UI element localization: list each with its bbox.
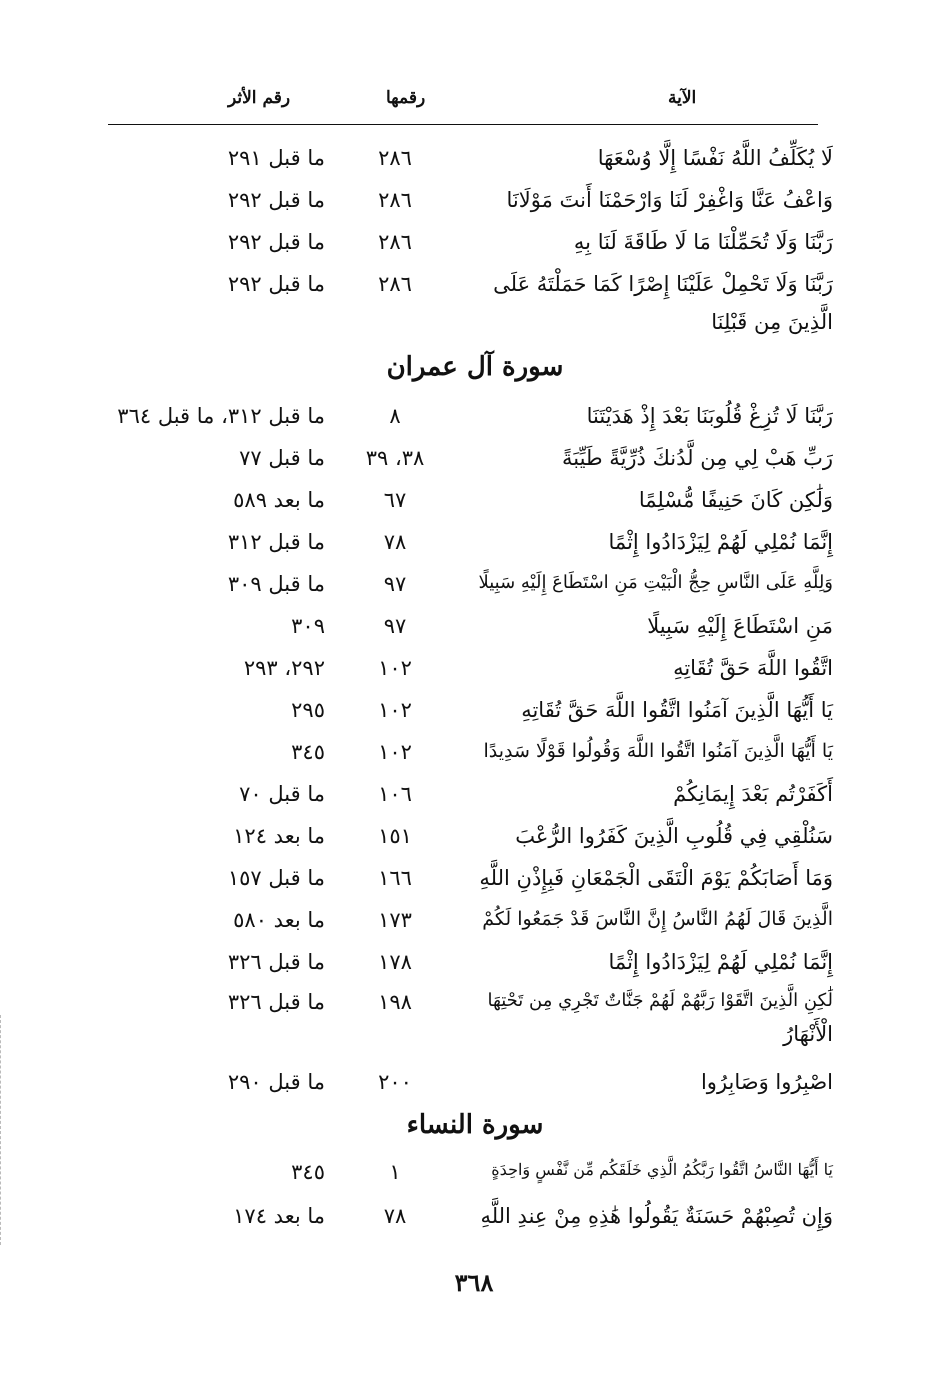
- index-row: [0, 224, 948, 264]
- athar-ref: ما قبل ٧٧: [239, 446, 325, 470]
- index-row: [0, 984, 948, 1024]
- athar-ref: ما قبل ٣٠٩: [227, 572, 325, 596]
- athar-ref: ما قبل ٢٩٢: [227, 188, 325, 212]
- index-row: [0, 650, 948, 690]
- verse-text: أَكَفَرْتُم بَعْدَ إِيمَانِكُمْ: [673, 782, 833, 806]
- header-rule: [108, 124, 818, 125]
- verse-number: ١: [389, 1160, 401, 1184]
- verse-text: إِنَّمَا نُمْلِي لَهُمْ لِيَزْدَادُوا إِثْمًا: [608, 950, 833, 974]
- index-row: [0, 944, 948, 984]
- header-verse: الآية: [668, 88, 697, 108]
- verse-continuation: الَّذِينَ مِن قَبْلِنَا: [711, 310, 833, 334]
- athar-ref: ما قبل ٣٢٦: [227, 950, 325, 974]
- verse-text: الَّذِينَ قَالَ لَهُمُ النَّاسُ إِنَّ النَّاسَ قَدْ جَمَعُوا لَكُمْ: [482, 908, 833, 930]
- index-row: [0, 776, 948, 816]
- verse-number: ٧٨: [383, 1204, 407, 1228]
- verse-text: اصْبِرُوا وَصَابِرُوا: [700, 1070, 833, 1094]
- index-row: [0, 734, 948, 774]
- index-row: [0, 692, 948, 732]
- verse-text: وَمَا أَصَابَكُمْ يَوْمَ الْتَقَى الْجَمْعَانِ فَبِإِذْنِ اللَّهِ: [479, 866, 833, 890]
- verse-number: ٦٧: [383, 488, 407, 512]
- verse-number: ٢٨٦: [378, 146, 412, 170]
- athar-ref: ما قبل ٢٩٢: [227, 230, 325, 254]
- verse-text: مَنِ اسْتَطَاعَ إِلَيْهِ سَبِيلًا: [647, 614, 833, 638]
- athar-ref: ٣٠٩: [291, 614, 325, 638]
- header-number: رقمها: [386, 88, 426, 108]
- index-row: [0, 608, 948, 648]
- index-row: [0, 482, 948, 522]
- verse-text: رَبَّنَا وَلَا تُحَمِّلْنَا مَا لَا طَاقَةَ لَنَا بِهِ: [573, 230, 833, 254]
- verse-number: ١٧٣: [378, 908, 412, 932]
- verse-text: رَبَّنَا لَا تُزِغْ قُلُوبَنَا بَعْدَ إِذْ هَدَيْتَنَا: [586, 404, 833, 428]
- verse-number: ٢٠٠: [378, 1070, 412, 1094]
- index-row: [0, 1198, 948, 1238]
- verse-number: ١٠٢: [378, 698, 412, 722]
- athar-ref: ما قبل ٣١٢: [227, 530, 325, 554]
- index-row: [0, 818, 948, 858]
- verse-number: ١٥١: [378, 824, 412, 848]
- verse-text: يَا أَيُّهَا النَّاسُ اتَّقُوا رَبَّكُمُ الَّذِي خَلَقَكُم مِّن نَّفْسٍ وَاحِدَةٍ: [491, 1160, 833, 1179]
- verse-text: سَنُلْقِي فِي قُلُوبِ الَّذِينَ كَفَرُوا الرُّعْبَ: [515, 824, 833, 848]
- index-row: [0, 566, 948, 606]
- verse-text: رَبِّ هَبْ لِي مِن لَّدُنكَ ذُرِّيَّةً طَيِّبَةً: [561, 446, 833, 470]
- athar-ref: ما قبل ٢٩١: [227, 146, 325, 170]
- verse-number: ٩٧: [383, 572, 407, 596]
- index-row: [0, 182, 948, 222]
- athar-ref: ما بعد ٥٨٠: [233, 908, 325, 932]
- athar-ref: ٢٩٥: [291, 698, 325, 722]
- verse-number: ١٠٦: [378, 782, 412, 806]
- index-row: [0, 440, 948, 480]
- surah-title: سورة آل عمران: [386, 352, 564, 382]
- index-row: [0, 524, 948, 564]
- athar-ref: ما بعد ٥٨٩: [233, 488, 325, 512]
- verse-number: ١٠٢: [378, 740, 412, 764]
- verse-text: وَلِلَّهِ عَلَى النَّاسِ حِجُّ الْبَيْتِ مَنِ اسْتَطَاعَ إِلَيْهِ سَبِيلًا: [478, 572, 833, 593]
- verse-text: لَا يُكَلِّفُ اللَّهُ نَفْسًا إِلَّا وُسْعَهَا: [597, 146, 833, 170]
- verse-text: رَبَّنَا وَلَا تَحْمِلْ عَلَيْنَا إِصْرًا كَمَا حَمَلْتَهُ عَلَى: [493, 272, 833, 296]
- index-row: [0, 398, 948, 438]
- verse-text: يَا أَيُّهَا الَّذِينَ آمَنُوا اتَّقُوا اللَّهَ حَقَّ تُقَاتِهِ: [521, 698, 833, 722]
- verse-text: اتَّقُوا اللَّهَ حَقَّ تُقَاتِهِ: [673, 656, 833, 680]
- index-row: [0, 860, 948, 900]
- verse-text: وَلَٰكِن كَانَ حَنِيفًا مُّسْلِمًا: [638, 488, 833, 512]
- verse-number: ٨: [389, 404, 401, 428]
- verse-text: إِنَّمَا نُمْلِي لَهُمْ لِيَزْدَادُوا إِثْمًا: [608, 530, 833, 554]
- verse-number: ٢٨٦: [378, 230, 412, 254]
- verse-number: ١٦٦: [378, 866, 412, 890]
- index-row: [0, 1154, 948, 1194]
- page-number: ٣٦٨: [454, 1268, 494, 1297]
- verse-number: ٩٧: [383, 614, 407, 638]
- athar-ref: ٣٤٥: [291, 740, 325, 764]
- athar-ref: ٢٩٢، ٢٩٣: [243, 656, 325, 680]
- index-row: [0, 140, 948, 180]
- index-row: [0, 266, 948, 306]
- verse-number: ١٩٨: [378, 990, 412, 1014]
- scan-edge-shadow: [0, 1015, 7, 1245]
- verse-number: ٢٨٦: [378, 188, 412, 212]
- surah-title: سورة النساء: [406, 1110, 544, 1140]
- verse-number: ٧٨: [383, 530, 407, 554]
- athar-ref: ما قبل ٧٠: [239, 782, 325, 806]
- verse-number: ٢٨٦: [378, 272, 412, 296]
- verse-number: ١٠٢: [378, 656, 412, 680]
- athar-ref: ما بعد ١٧٤: [233, 1204, 325, 1228]
- verse-continuation: الْأَنْهَارُ: [783, 1022, 833, 1046]
- verse-text: وَاعْفُ عَنَّا وَاغْفِرْ لَنَا وَارْحَمْنَا أَنتَ مَوْلَانَا: [506, 188, 833, 212]
- header-ref: رقم الأثر: [228, 88, 291, 108]
- athar-ref: ما قبل ٣١٢، ما قبل ٣٦٤: [117, 404, 325, 428]
- athar-ref: ما بعد ١٢٤: [233, 824, 325, 848]
- verse-number: ٣٨، ٣٩: [365, 446, 425, 470]
- verse-text: لَٰكِنِ الَّذِينَ اتَّقَوْا رَبَّهُمْ لَهُمْ جَنَّاتٌ تَجْرِي مِن تَحْتِهَا: [487, 990, 833, 1011]
- index-row: [0, 1064, 948, 1104]
- athar-ref: ما قبل ٢٩٢: [227, 272, 325, 296]
- index-row: [0, 902, 948, 942]
- athar-ref: ما قبل ٢٩٠: [227, 1070, 325, 1094]
- verse-text: يَا أَيُّهَا الَّذِينَ آمَنُوا اتَّقُوا اللَّهَ وَقُولُوا قَوْلًا سَدِيدًا: [483, 740, 833, 762]
- athar-ref: ٣٤٥: [291, 1160, 325, 1184]
- verse-text: وَإِن تُصِبْهُمْ حَسَنَةٌ يَقُولُوا هَٰذِهِ مِنْ عِندِ اللَّهِ: [480, 1204, 833, 1228]
- athar-ref: ما قبل ٣٢٦: [227, 990, 325, 1014]
- verse-number: ١٧٨: [378, 950, 412, 974]
- athar-ref: ما قبل ١٥٧: [227, 866, 325, 890]
